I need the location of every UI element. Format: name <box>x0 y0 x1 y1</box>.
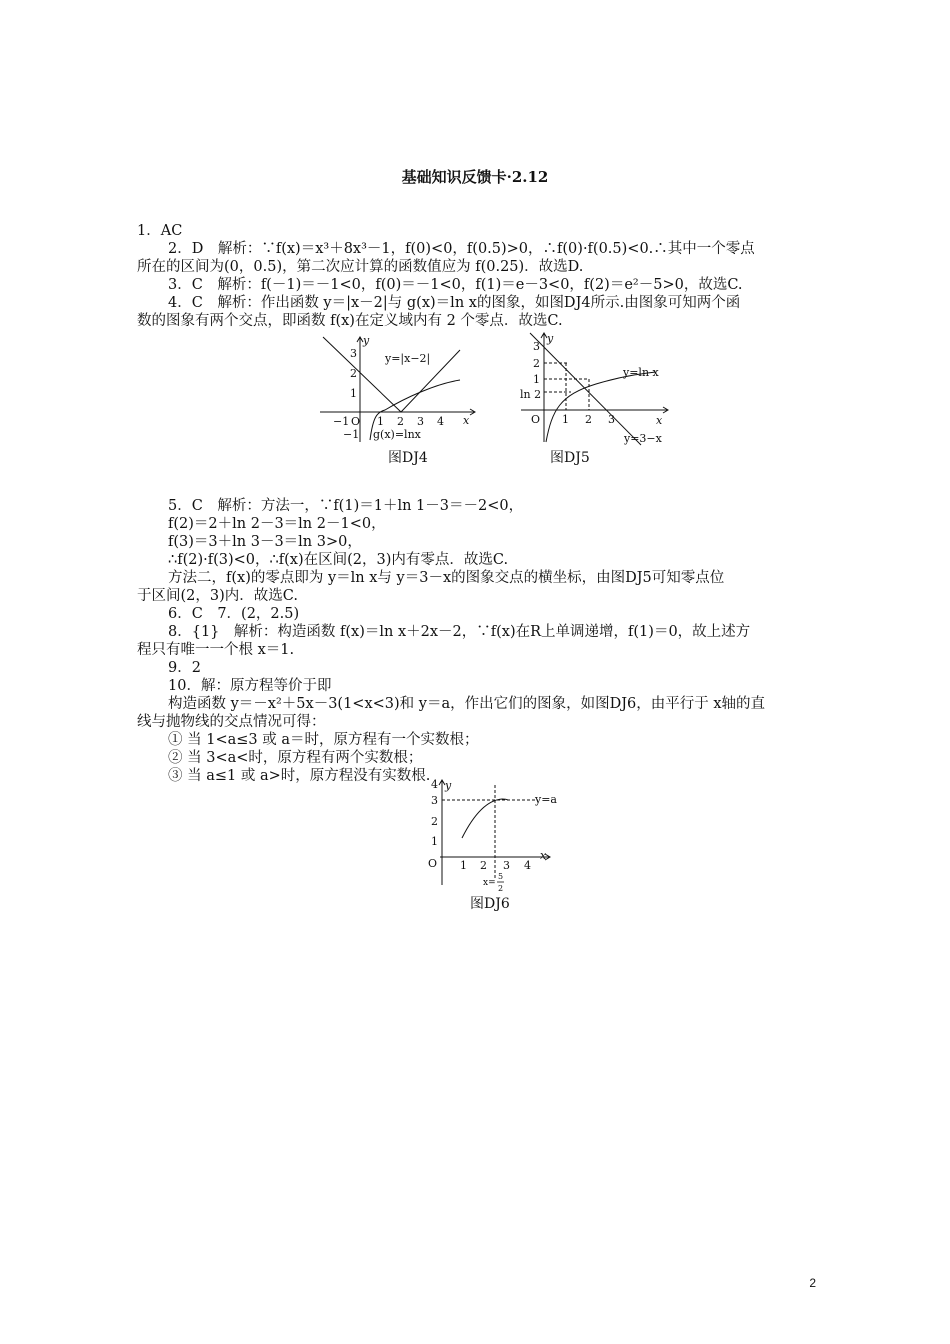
answer-line-1: 1．AC <box>137 223 183 239</box>
dj4-x-tick-3: 3 <box>417 415 424 428</box>
answer-line-3: 3．C 解析：f(－1)＝－1<0，f(0)＝－1<0，f(1)＝e－3<0，f(2)＝e²－5>0，故选C. <box>168 277 743 293</box>
answer-line-9: 9．2 <box>168 660 201 676</box>
dj5-y-tick-2: 2 <box>533 357 540 370</box>
dj4-y-axis-label: y <box>363 334 370 347</box>
dj5-x-tick-2: 2 <box>585 413 592 426</box>
dj4-y-tick-2: 2 <box>350 367 357 380</box>
dj4-y-tick-1: 1 <box>350 387 357 400</box>
dj4-x-tick-origin: O <box>351 415 361 428</box>
dj6-a-label: y=a <box>535 793 557 806</box>
answer-line-6-7: 6．C 7．(2，2.5) <box>168 606 300 622</box>
dj5-x-tick-3: 3 <box>608 413 615 426</box>
dj4-ln-label: g(x)=lnx <box>373 428 421 441</box>
dj5-y-tick-3: 3 <box>533 340 540 353</box>
dj6-y-tick-1: 1 <box>431 835 438 848</box>
answer-line-2b: 所在的区间为(0，0.5)，第二次应计算的函数值应为 f(0.25)．故选D. <box>137 259 584 275</box>
answer-line-8b: 程只有唯一一个根 x＝1. <box>137 642 295 658</box>
answer-line-2: 2．D 解析：∵f(x)＝x³＋8x³－1，f(0)<0，f(0.5)>0，∴f(0)·f(0.5)<0.∴其中一个零点 <box>168 241 755 257</box>
dj6-vertex-denominator: 2 <box>498 884 504 893</box>
figure-dj6-caption: 图DJ6 <box>470 896 510 912</box>
figure-dj5-caption: 图DJ5 <box>550 450 590 466</box>
figure-dj4-caption: 图DJ4 <box>388 450 428 466</box>
dj6-x-axis-label: x <box>540 849 547 862</box>
dj4-x-tick-4: 4 <box>437 415 444 428</box>
answer-line-10b: 构造函数 y＝－x²＋5x－3(1<x<3)和 y＝a，作出它们的图象，如图DJ6，由平行于 x轴的直 <box>168 696 766 712</box>
answer-line-5e: 方法二，f(x)的零点即为 y＝ln x与 y＝3－x的图象交点的横坐标，由图DJ5可知零点位 <box>168 570 725 586</box>
figure-dj6 <box>420 775 570 895</box>
dj6-vertex-label: x= <box>483 878 496 888</box>
dj6-x-tick-3: 3 <box>503 859 510 872</box>
answer-line-5b: f(2)＝2＋ln 2－3＝ln 2－1<0， <box>168 516 386 532</box>
dj6-vertex-numerator: 5 <box>498 872 504 881</box>
answer-line-4b: 数的图象有两个交点，即函数 f(x)在定义域内有 2 个零点．故选C. <box>137 313 563 329</box>
dj4-x-tick-neg1: −1 <box>333 415 350 428</box>
answer-line-10: 10．解：原方程等价于即 <box>168 678 332 694</box>
dj4-y-tick-3: 3 <box>350 347 357 360</box>
figure-dj4 <box>315 332 480 447</box>
dj5-y-tick-1: 1 <box>533 373 540 386</box>
dj6-x-tick-2: 2 <box>480 859 487 872</box>
dj4-abs-label: y=|x−2| <box>385 352 431 365</box>
page-title: 基础知识反馈卡·2.12 <box>401 168 549 186</box>
dj6-x-tick-origin: O <box>428 857 438 870</box>
answer-line-8: 8．{1} 解析：构造函数 f(x)＝ln x＋2x－2，∵f(x)在R上单调递增，f(1)＝0，故上述方 <box>168 624 751 640</box>
answer-line-4: 4．C 解析：作出函数 y＝|x－2|与 g(x)＝ln x的图象，如图DJ4所示.由图象可知两个函 <box>168 295 741 311</box>
dj5-line-label: y=3−x <box>624 432 662 445</box>
dj5-x-tick-origin: O <box>531 413 541 426</box>
answer-line-10d: ① 当 1<a≤3 或 a＝时，原方程有一个实数根； <box>168 732 479 748</box>
dj6-y-tick-4: 4 <box>431 778 438 791</box>
answer-line-5d: ∴f(2)·f(3)<0，∴f(x)在区间(2，3)内有零点．故选C. <box>168 552 509 568</box>
answer-line-10c: 线与抛物线的交点情况可得： <box>137 714 326 730</box>
dj4-x-tick-2: 2 <box>397 415 404 428</box>
answer-line-10e: ② 当 3<a<时，原方程有两个实数根； <box>168 750 423 766</box>
answer-line-10f: ③ 当 a≤1 或 a>时，原方程没有实数根. <box>168 768 431 784</box>
dj5-x-axis-label: x <box>656 414 663 427</box>
answer-line-5: 5．C 解析：方法一，∵f(1)＝1＋ln 1－3＝－2<0， <box>168 498 524 514</box>
dj6-y-tick-2: 2 <box>431 815 438 828</box>
dj5-y-tick-ln2: ln 2 <box>520 388 542 401</box>
dj5-y-axis-label: y <box>547 332 554 345</box>
dj6-x-tick-4: 4 <box>524 859 531 872</box>
dj6-y-tick-3: 3 <box>431 794 438 807</box>
page-number: 2 <box>809 1276 816 1290</box>
answer-line-5c: f(3)＝3＋ln 3－3＝ln 3>0， <box>168 534 362 550</box>
dj6-y-axis-label: y <box>445 779 452 792</box>
dj4-y-tick-neg1: −1 <box>343 428 360 441</box>
answer-line-5f: 于区间(2，3)内．故选C. <box>137 588 298 604</box>
dj5-ln-label: y=ln x <box>623 366 659 379</box>
dj4-x-tick-1: 1 <box>377 415 384 428</box>
figure-dj5 <box>516 330 676 448</box>
dj6-x-tick-1: 1 <box>460 859 467 872</box>
dj4-x-axis-label: x <box>463 414 470 427</box>
dj5-x-tick-1: 1 <box>562 413 569 426</box>
